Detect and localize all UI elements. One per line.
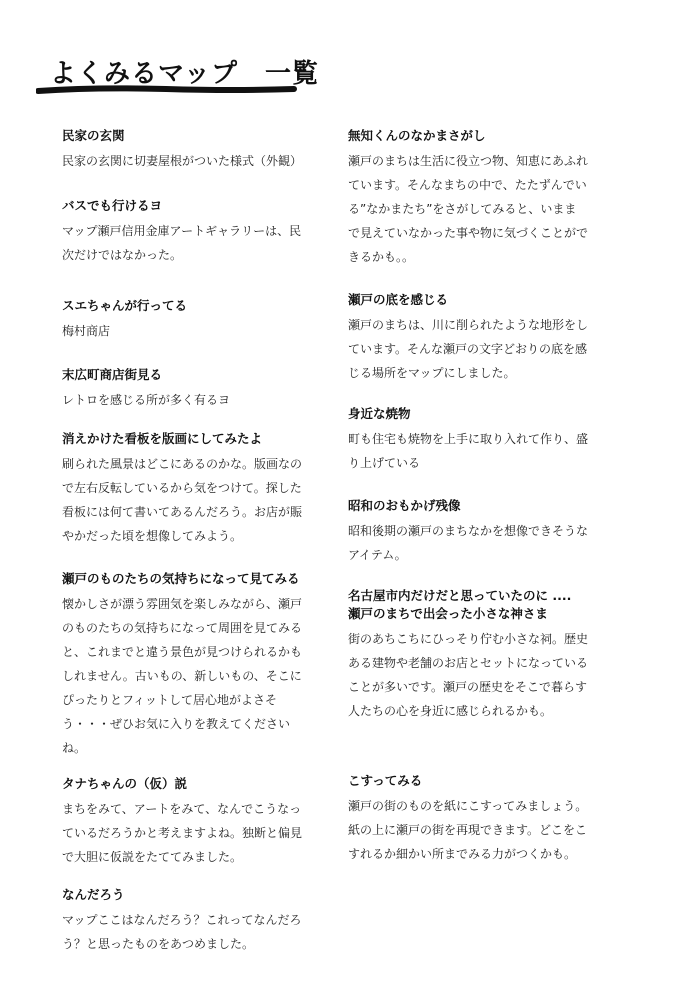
list-item bbox=[348, 291, 588, 405]
item-heading: 民家の玄関 bbox=[62, 128, 125, 143]
item-description: 瀬戸のまちは、川に削られたような地形をしています。そんな瀬戸の文字どおりの底を感じる場所をマップにしました。 bbox=[348, 318, 589, 380]
list-item bbox=[62, 197, 312, 297]
item-description: マップここはなんだろう？これってなんだろう？と思ったものをあつめました。 bbox=[62, 913, 302, 951]
item-heading: スエちゃんが行ってる bbox=[62, 298, 188, 313]
list-item bbox=[62, 430, 312, 570]
item-description: 町も住宅も焼物を上手に取り入れて作り、盛り上げている bbox=[348, 432, 589, 470]
item-heading: なんだろう bbox=[62, 887, 125, 902]
item-heading: 末広町商店街見る bbox=[62, 367, 163, 382]
list-item bbox=[62, 886, 312, 966]
item-heading: こすってみる bbox=[348, 773, 423, 788]
item-heading: 無知くんのなかまさがし bbox=[348, 128, 486, 143]
item-description: レトロを感じる所が多く有るヨ bbox=[62, 393, 231, 407]
list-item bbox=[348, 127, 588, 291]
item-description: 刷られた風景はどこにあるのかな。版画なので左右反転しているから気をつけて。探した看板には何て書いてあるんだろう。お店が賑やかだった頃を想像してみよう。 bbox=[62, 457, 303, 543]
list-item bbox=[348, 405, 588, 497]
right-column bbox=[348, 127, 588, 892]
item-heading: 瀬戸のものたちの気持ちになって見てみる bbox=[62, 571, 300, 586]
list-item bbox=[62, 570, 312, 775]
item-description: マップ瀬戸信用金庫アートギャラリーは、民次だけではなかった。 bbox=[62, 224, 302, 262]
item-heading: 消えかけた看板を版画にしてみたよ bbox=[62, 431, 263, 446]
item-heading: 昭和のおもかげ残像 bbox=[348, 498, 461, 513]
list-item bbox=[62, 127, 312, 197]
item-description: 街のあちこちにひっそり佇む小さな祠。歴史ある建物や老舗のお店とセットになっていることが多いです。瀬戸の歴史をそこで暮らす人たちの心を身近に感じられるかも。 bbox=[348, 632, 589, 718]
item-heading: バスでも行けるヨ bbox=[62, 198, 163, 213]
list-item bbox=[62, 775, 312, 886]
item-heading: 瀬戸の底を感じる bbox=[348, 292, 449, 307]
list-item bbox=[62, 366, 312, 430]
item-description: まちをみて、アートをみて、なんでこうなっているだろうかと考えますよね。独断と偏見で大胆に仮説をたててみました。 bbox=[62, 802, 303, 864]
left-column bbox=[62, 127, 312, 966]
title-underline bbox=[36, 84, 298, 96]
item-description: 民家の玄関に切妻屋根がついた様式（外観） bbox=[62, 154, 303, 168]
item-description: 瀬戸のまちは生活に役立つ物、知恵にあふれています。そんなまちの中で、たたずんでいる”なかまたち”をさがしてみると、いままで見えていなかった事や物に気づくことができるかも。。 bbox=[348, 154, 589, 264]
item-description: 昭和後期の瀬戸のまちなかを想像できそうなアイテム。 bbox=[348, 524, 589, 562]
item-heading: 身近な焼物 bbox=[348, 406, 411, 421]
item-description: 瀬戸の街のものを紙にこすってみましょう。紙の上に瀬戸の街を再現できます。どこをこすれるか細かい所までみる力がつくかも。 bbox=[348, 799, 588, 861]
list-item bbox=[62, 297, 312, 366]
list-item bbox=[348, 587, 588, 772]
list-item bbox=[348, 497, 588, 587]
item-heading: 名古屋市内だけだと思っていたのに .... 瀬戸のまちで出会った小さな神さま bbox=[348, 588, 572, 621]
list-item bbox=[348, 772, 588, 892]
item-description: 懐かしさが漂う雰囲気を楽しみながら、瀬戸のものたちの気持ちになって周囲を見てみると、これまでと違う景色が見つけられるかもしれません。古いもの、新しいもの、そこにぴったりとフィットして居心地がよさそう・・・ぜひお気に入りを教えてくださいね。 bbox=[62, 597, 303, 755]
item-heading: タナちゃんの（仮）説 bbox=[62, 776, 188, 791]
item-description: 梅村商店 bbox=[62, 324, 111, 338]
page-title: よくみるマップ 一覧 bbox=[50, 59, 319, 89]
